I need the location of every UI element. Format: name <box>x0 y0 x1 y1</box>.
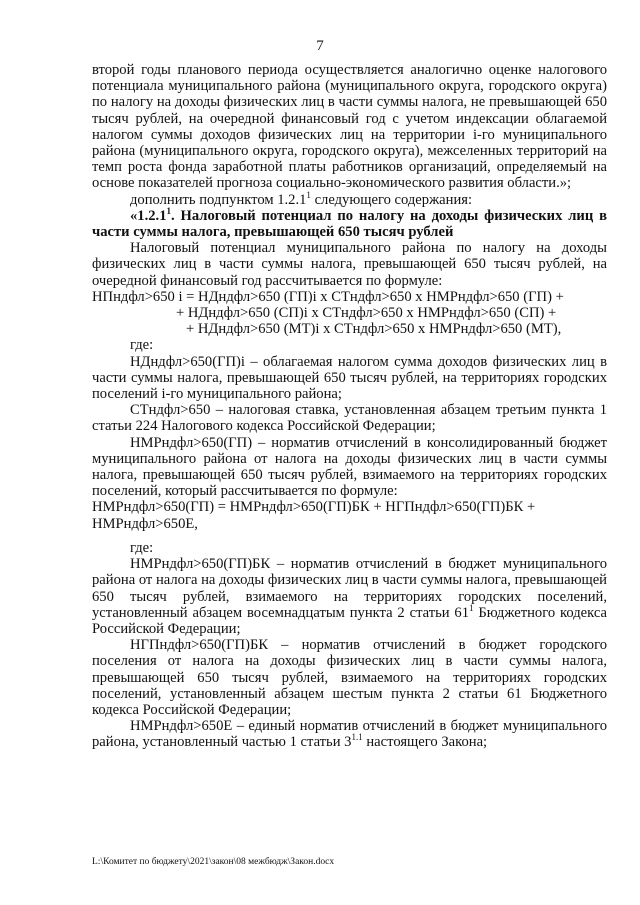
file-path-footer: L:\Комитет по бюджету\2021\закон\08 межбюдж\Закон.docx <box>92 857 335 867</box>
definition-ngp-bk: НГПндфл>650(ГП)БК – норматив отчислений в бюджет городского поселения от налога на доходы физических лиц в части суммы налога, превышающей 650 тысяч рублей, взимаемого на территориях городских поселений, установленный абзацем шестым пункта 2 статьи 61 Бюджетного кодекса Российской Федерации; <box>92 637 607 718</box>
formula-2-line-1: НМРндфл>650(ГП) = НМРндфл>650(ГП)БК + НГПндфл>650(ГП)БК + <box>92 499 536 516</box>
page-number: 7 <box>316 38 324 54</box>
def-nmr-e-sup: 1.1 <box>351 732 363 743</box>
formula-1-line-3: + НДндфл>650 (МТ)i x СТндфл>650 x НМРндфл>650 (МТ), <box>186 321 562 338</box>
heading-number: «1.2.1 <box>130 207 167 224</box>
def-nmr-e-end: настоящего Закона; <box>362 734 488 751</box>
paragraph-intro: Налоговый потенциал муниципального района по налогу на доходы физических лиц в части суммы налога, превышающей 650 тысяч рублей, на очередной финансовый год рассчитывается по формуле: <box>92 240 607 289</box>
definition-st: СТндфл>650 – налоговая ставка, установленная абзацем третьим пункта 1 статьи 224 Налогового кодекса Российской Федерации; <box>92 402 607 435</box>
paragraph-continuation: второй годы планового периода осуществляется аналогично оценке налогового потенциала муниципального района (муниципального округа, городского округа) по налогу на доходы физических лиц в части суммы налога, не превышающей 650 тысяч рублей, на очередной финансовый год с учетом индексации облагаемой налогом суммы доходов физических лиц на территории i-го муниципального района (муниципального округа, городского округа), межселенных территорий на темп роста фонда заработной платы работников организаций, определяемый на основе показателей прогноза социально-экономического развития области.»; <box>92 62 607 192</box>
definition-nd: НДндфл>650(ГП)i – облагаемая налогом сумма доходов физических лиц в части суммы налога, превышающей 650 тысяч рублей, на территориях городских поселений i-го муниципального района; <box>92 353 607 403</box>
def-nmr-bk-sup: 1 <box>469 602 474 613</box>
section-heading <box>92 205 607 241</box>
definition-nmr: НМРндфл>650(ГП) – норматив отчислений в консолидированный бюджет муниципального района от налога на доходы физических лиц в части суммы налога, превышающей 650 тысяч рублей, взимаемого на территориях городских поселений, который рассчитывается по формуле: <box>92 434 607 500</box>
def-nmr-bk-text: НМРндфл>650(ГП)БК – норматив отчислений в бюджет муниципального района от налога на доходы физических лиц в части суммы налога, превышающей 650 тысяч рублей, взимаемого на территориях городских поселений, установленный абзацем восемнадцатым пункта 2 статьи 61 <box>92 556 607 621</box>
definition-nmr-bk <box>92 556 607 637</box>
heading-sup: 1 <box>166 205 171 216</box>
formula-1-line-1: НПндфл>650 i = НДндфл>650 (ГП)i x СТндфл>650 x НМРндфл>650 (ГП) + <box>92 288 564 305</box>
def-nmr-bk-end: Бюджетного кодекса Российской Федерации; <box>92 604 607 637</box>
amendment-sup: 1 <box>306 189 311 200</box>
amendment-text: дополнить подпунктом 1.2.1 <box>130 191 307 208</box>
where-label-2: где: <box>130 539 154 556</box>
formula-2-line-2: НМРндфл>650Е, <box>92 515 198 532</box>
def-nmr-e-text: НМРндфл>650Е – единый норматив отчислений в бюджет муниципального района, установленный частью 1 статьи 3 <box>92 718 607 751</box>
definition-nmr-e <box>92 718 607 750</box>
heading-title: . Налоговый потенциал по налогу на доходы физических лиц в части суммы налога, превышающей 650 тысяч рублей <box>92 207 607 241</box>
where-label: где: <box>130 337 154 354</box>
formula-1-line-2: + НДндфл>650 (СП)i x СТндфл>650 x НМРндфл>650 (СП) + <box>176 305 557 322</box>
document-body <box>92 62 607 751</box>
amendment-text-end: следующего содержания: <box>310 191 473 208</box>
